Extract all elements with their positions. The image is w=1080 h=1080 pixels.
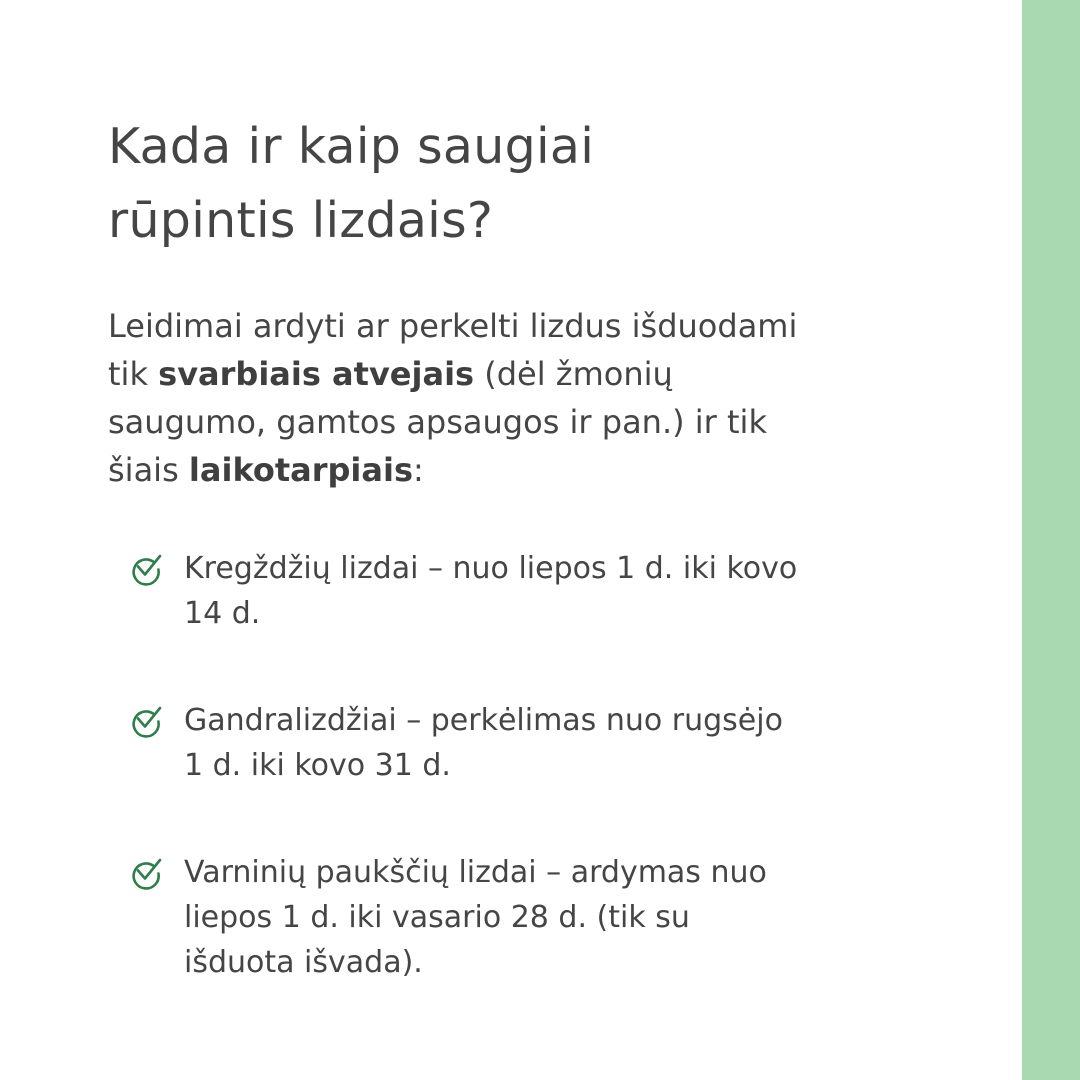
content	[108, 110, 868, 985]
list-item-corvid-nests	[108, 850, 804, 985]
list-item-stork-nests	[108, 698, 804, 788]
intro-text-1: Leidimai ardyti ar perkelti lizdus išduodami tik	[108, 307, 798, 393]
periods-list	[108, 546, 868, 985]
check-icon	[128, 856, 164, 892]
page-title	[108, 110, 868, 258]
list-item-text: Gandralizdžiai – perkėlimas nuo rugsėjo 1 d. iki kovo 31 d.	[184, 703, 783, 783]
check-icon	[128, 552, 164, 588]
intro-bold-important-cases: svarbiais atvejais	[158, 355, 475, 393]
intro-paragraph	[108, 302, 828, 494]
accent-bar	[1022, 0, 1080, 1080]
intro-text-3: :	[413, 451, 424, 489]
list-item-text: Varninių paukščių lizdai – ardymas nuo liepos 1 d. iki vasario 28 d. (tik su išduota išvada).	[184, 855, 767, 980]
title-line-1: Kada ir kaip saugiai	[108, 118, 595, 175]
check-icon	[128, 704, 164, 740]
intro-bold-periods: laikotarpiais	[188, 451, 413, 489]
title-line-2: rūpintis lizdais?	[108, 192, 494, 249]
list-item-text: Kregždžių lizdai – nuo liepos 1 d. iki kovo 14 d.	[184, 551, 798, 631]
intro-text-2: (dėl žmonių saugumo, gamtos apsaugos ir pan.) ir tik šiais	[108, 355, 767, 489]
list-item-swallows	[108, 546, 804, 636]
